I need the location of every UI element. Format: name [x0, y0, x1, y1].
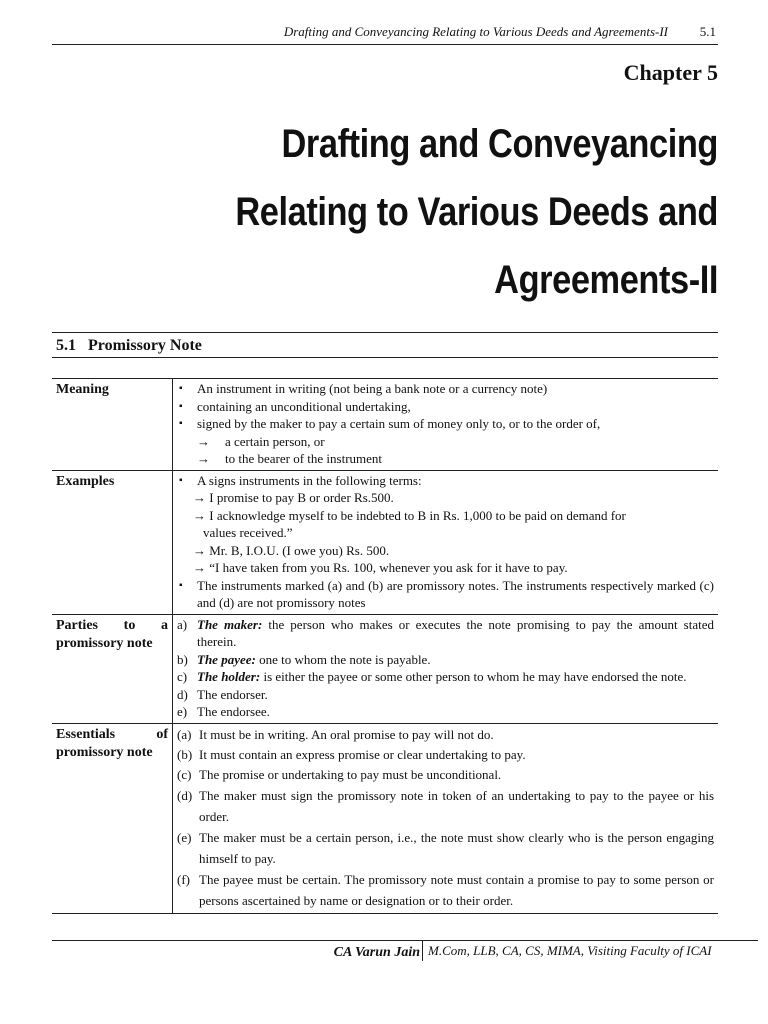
list-item: (f) The payee must be certain. The promissory note must contain a promise to pay to some person or persons ascertained by name or designation or to their order.: [177, 871, 714, 908]
list-item: (d) The maker must sign the promissory note in token of an undertaking to pay to the payee or his order.: [177, 787, 714, 824]
list-item: b) The payee: one to whom the note is payable.: [177, 651, 431, 667]
footer-credentials: M.Com, LLB, CA, CS, MIMA, Visiting Faculty of ICAI: [428, 943, 712, 958]
list-item: (e) The maker must be a certain person, i.e., the note must show clearly who is the person engaging himself to pay.: [177, 829, 714, 866]
list-item: ▪ An instrument in writing (not being a bank note or a currency note): [177, 380, 714, 398]
row-label-examples: Examples: [52, 470, 173, 614]
list-item: ▪ The instruments marked (a) and (b) are promissory notes. The instruments respectively marked (c) and (d) are not promissory notes: [177, 577, 714, 612]
chapter-title-line: Drafting and Conveyancing: [281, 122, 718, 166]
arrow-icon: →: [193, 507, 206, 523]
chapter-title: [150, 110, 718, 314]
list-item: e) The endorsee.: [177, 704, 270, 719]
examples-content: [173, 470, 719, 614]
list-item: → I promise to pay B or order Rs.500.: [193, 490, 394, 505]
list-item: → to the bearer of the instrument: [197, 451, 383, 466]
list-item: ▪ A signs instruments in the following terms:: [177, 472, 714, 490]
list-item: ▪ containing an unconditional undertaking,: [177, 398, 714, 416]
list-item: → a certain person, or: [197, 433, 325, 449]
list-item: → Mr. B, I.O.U. (I owe you) Rs. 500.: [193, 542, 390, 558]
page-footer: [52, 940, 758, 960]
footer-author: CA Varun Jain: [333, 945, 420, 960]
list-item-continuation: values received.”: [203, 525, 293, 540]
parties-content: [173, 614, 719, 723]
arrow-icon: →: [193, 560, 206, 575]
list-item: d) The endorser.: [177, 686, 268, 702]
arrow-icon: →: [193, 542, 206, 558]
table-row: [52, 614, 718, 723]
page-number: 5.1: [699, 24, 716, 39]
list-item: c) The holder: is either the payee or some other person to whom he may have endorsed the note.: [177, 669, 687, 684]
chapter-title-line: Agreements-II: [494, 258, 718, 302]
section-heading: [52, 332, 718, 358]
chapter-label: Chapter 5: [623, 60, 718, 85]
row-label-parties: Parties to a promissory note: [52, 614, 173, 723]
list-item: ▪ signed by the maker to pay a certain sum of money only to, or to the order of,: [177, 415, 714, 433]
list-item: → I acknowledge myself to be indebted to B in Rs. 1,000 to be paid on demand for: [193, 507, 626, 523]
list-item: (c) The promise or undertaking to pay must be unconditional.: [177, 766, 502, 782]
section-number: 5.1: [56, 337, 76, 354]
table-row: [52, 723, 718, 913]
promissory-note-table: [52, 378, 718, 914]
essentials-content: [173, 723, 719, 913]
table-row: [52, 470, 718, 614]
meaning-content: [173, 379, 719, 471]
arrow-icon: →: [193, 490, 206, 505]
list-item: (a) It must be in writing. An oral promise to pay will not do.: [177, 726, 494, 742]
list-item: (b) It must contain an express promise or clear undertaking to pay.: [177, 746, 526, 762]
row-label-meaning: Meaning: [52, 379, 173, 471]
running-header: [52, 22, 718, 45]
row-label-essentials: Essentials of promissory note: [52, 723, 173, 913]
running-title: Drafting and Conveyancing Relating to Various Deeds and Agreements-II: [283, 24, 668, 39]
list-item: a) The maker: the person who makes or executes the note promising to pay the amount stated therein.: [177, 616, 714, 649]
arrow-icon: →: [197, 451, 210, 466]
chapter-title-line: Relating to Various Deeds and: [235, 190, 718, 234]
footer-divider: [422, 941, 423, 961]
table-row: [52, 379, 718, 471]
section-title: Promissory Note: [88, 337, 202, 354]
list-item: → “I have taken from you Rs. 100, whenever you ask for it have to pay.: [193, 560, 568, 575]
arrow-icon: →: [197, 433, 210, 449]
